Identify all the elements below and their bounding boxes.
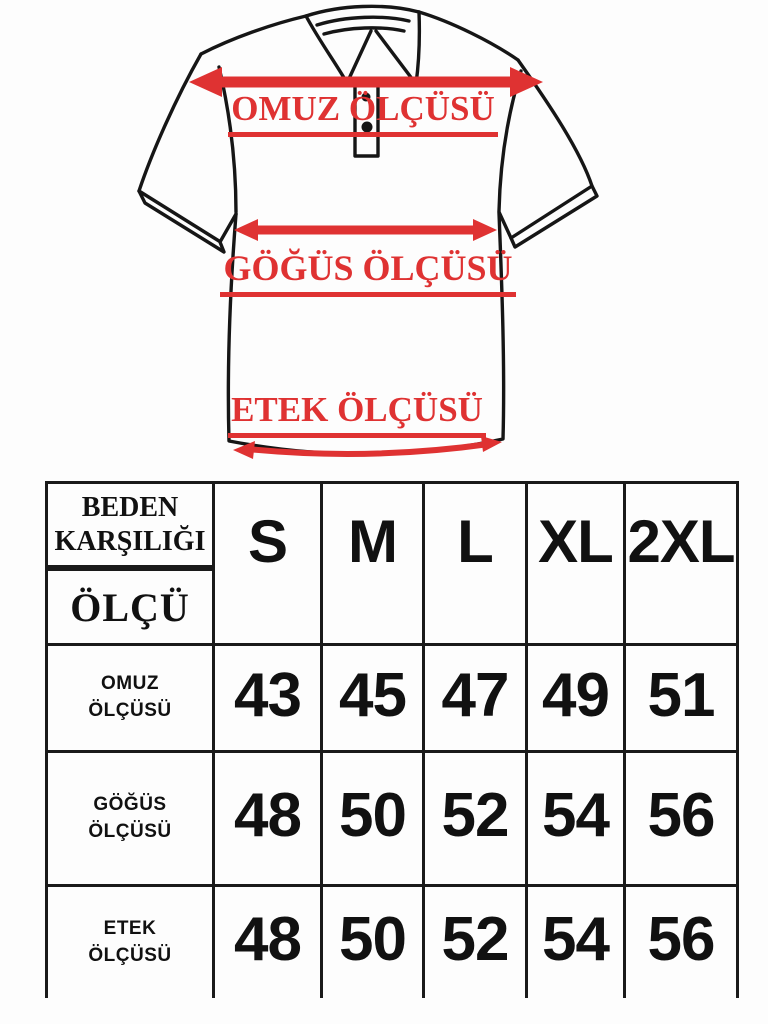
size-header-xl: XL (528, 484, 626, 646)
value-cell: 50 (323, 753, 425, 887)
corner-heading-line2: KARŞILIĞI (54, 525, 206, 557)
row-label-omuz: OMUZ ÖLÇÜSÜ (48, 646, 215, 753)
size-header-s: S (215, 484, 323, 646)
corner-measure-heading: ÖLÇÜ (70, 584, 190, 630)
value-cell: 45 (323, 646, 425, 753)
shoulder-measure-label: OMUZ ÖLÇÜSÜ (213, 91, 513, 137)
shirt-diagram (0, 0, 768, 480)
chest-arrow (234, 219, 497, 241)
corner-heading-line1: BEDEN (81, 491, 179, 523)
value-cell: 54 (528, 753, 626, 887)
value-cell: 50 (323, 887, 425, 998)
hem-measure-label: ETEK ÖLÇÜSÜ (222, 392, 492, 438)
size-header-m: M (323, 484, 425, 646)
value-cell: 47 (425, 646, 528, 753)
table-corner-cell (48, 484, 215, 646)
row-label-gogus: GÖĞÜS ÖLÇÜSÜ (48, 753, 215, 887)
value-cell: 51 (626, 646, 739, 753)
size-table (45, 481, 739, 998)
size-header-2xl: 2XL (626, 484, 739, 646)
corner-size-heading (48, 484, 212, 571)
value-cell: 43 (215, 646, 323, 753)
value-cell: 52 (425, 753, 528, 887)
size-header-l: L (425, 484, 528, 646)
value-cell: 54 (528, 887, 626, 998)
value-cell: 52 (425, 887, 528, 998)
value-cell: 48 (215, 753, 323, 887)
chest-measure-label: GÖĞÜS ÖLÇÜSÜ (213, 250, 523, 297)
value-cell: 49 (528, 646, 626, 753)
row-label-etek: ETEK ÖLÇÜSÜ (48, 887, 215, 998)
value-cell: 56 (626, 753, 739, 887)
value-cell: 48 (215, 887, 323, 998)
value-cell: 56 (626, 887, 739, 998)
